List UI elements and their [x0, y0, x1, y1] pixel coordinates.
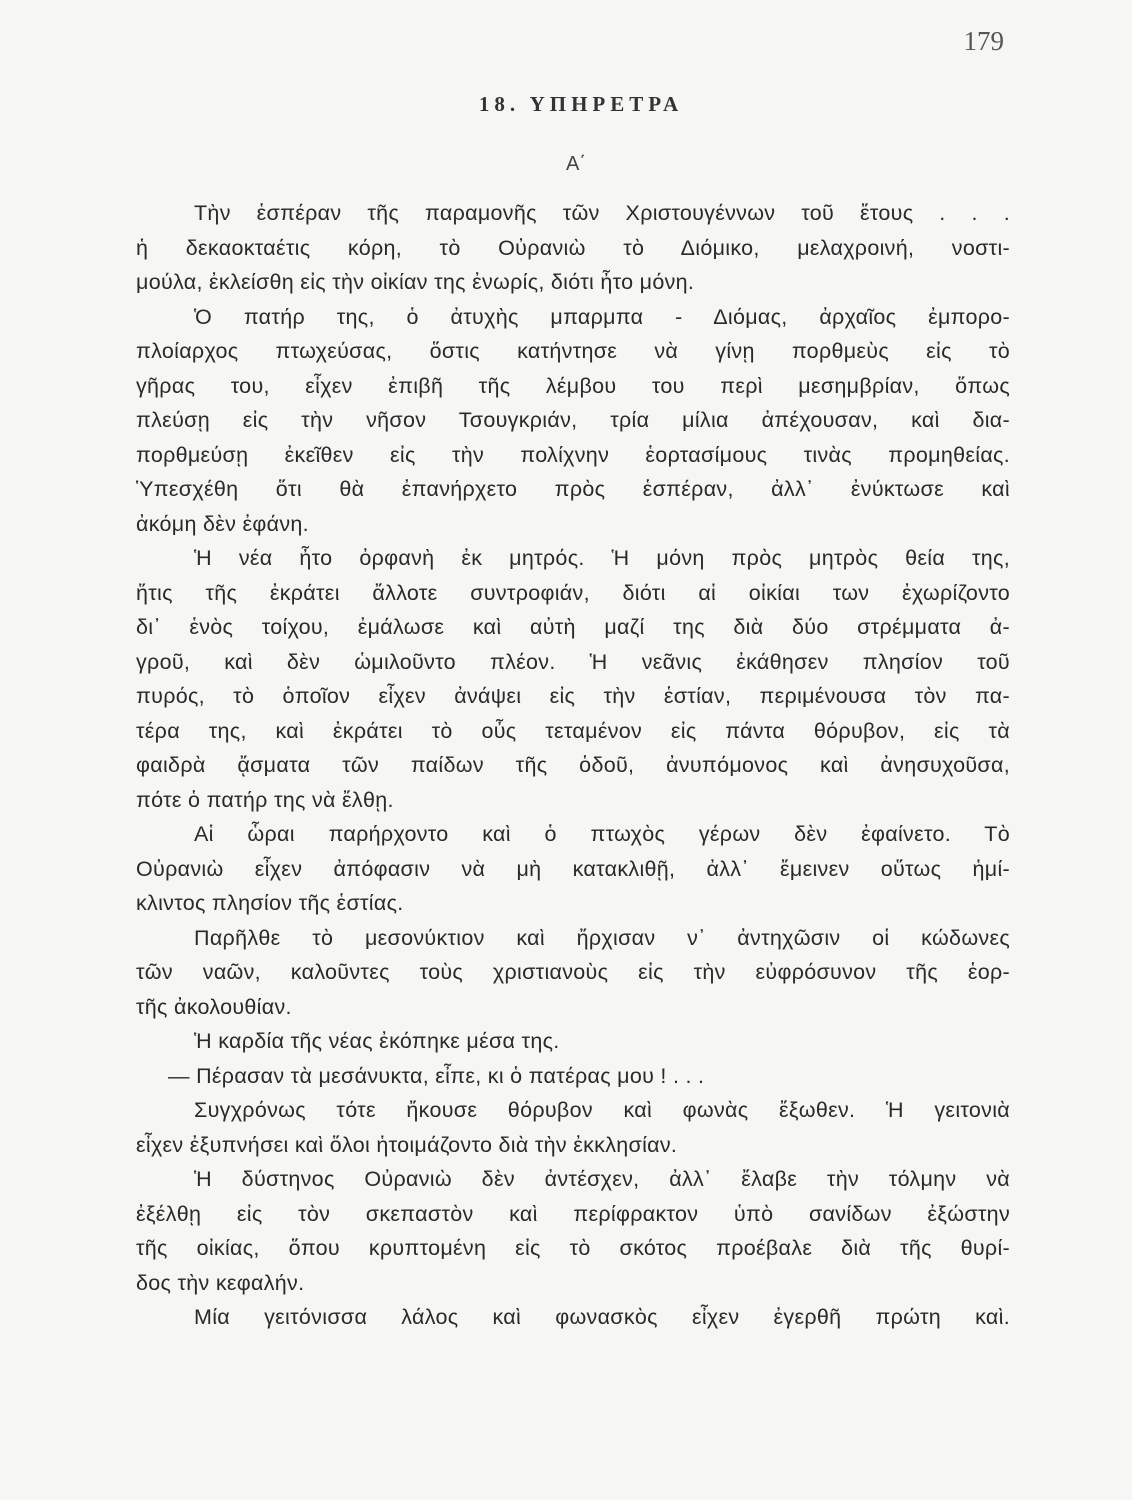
text-line: πότε ὁ πατήρ της νὰ ἔλθῃ.	[136, 787, 394, 812]
text-line: γῆρας του, εἶχεν ἐπιβῆ τῆς λέμβου του περὶ μεσημβρίαν, ὅπως	[136, 373, 1010, 398]
text-line: Ἡ δύστηνος Οὐρανιὼ δὲν ἀντέσχεν, ἀλλ᾽ ἔλαβε τὴν τόλμην νὰ	[194, 1167, 1010, 1191]
text-line: κλιντος πλησίον τῆς ἑστίας.	[136, 891, 404, 915]
text-line: Ἡ καρδία τῆς νέας ἐκόπηκε μέσα της.	[194, 1029, 560, 1053]
text-line: Ἡ νέα ἦτο ὀρφανὴ ἐκ μητρός. Ἡ μόνη πρὸς μητρὸς θεία της,	[194, 546, 1010, 570]
text-line: Αἱ ὧραι παρήρχοντο καὶ ὁ πτωχὸς γέρων δὲν ἐφαίνετο. Τὸ	[194, 822, 1010, 846]
text-line: τῆς οἰκίας, ὅπου κρυπτομένη εἰς τὸ σκότος προέβαλε διὰ τῆς θυρί-	[136, 1236, 1010, 1260]
text-line: τῆς ἀκολουθίαν.	[136, 994, 292, 1019]
text-line: πορθμεύσῃ ἐκεῖθεν εἰς τὴν πολίχνην ἑορτασίμους τινὰς προμηθείας.	[136, 442, 1010, 467]
text-line: τέρα της, καὶ ἐκράτει τὸ οὖς τεταμένον εἰς πάντα θόρυβον, εἰς τὰ	[136, 718, 1010, 743]
text-line: φαιδρὰ ᾄσματα τῶν παίδων τῆς ὁδοῦ, ἀνυπόμονος καὶ ἀνησυχοῦσα,	[136, 753, 1010, 777]
text-line: πυρός, τὸ ὁποῖον εἶχεν ἀνάψει εἰς τὴν ἑστίαν, περιμένουσα τὸν πα-	[136, 684, 1010, 708]
text-line: ἐξέλθῃ εἰς τὸν σκεπαστὸν καὶ περίφρακτον ὑπὸ σανίδων ἐξώστην	[136, 1201, 1010, 1226]
text-line: — Πέρασαν τὰ μεσάνυκτα, εἶπε, κι ὁ πατέρας μου ! . . .	[168, 1063, 705, 1088]
page-number: 179	[963, 26, 1004, 56]
text-line: μούλα, ἐκλείσθη εἰς τὴν οἰκίαν της ἐνωρίς, διότι ἦτο μόνη.	[136, 270, 695, 294]
text-line: τῶν ναῶν, καλοῦντες τοὺς χριστιανοὺς εἰς τὴν εὐφρόσυνον τῆς ἑορ-	[136, 960, 1010, 984]
body-text	[136, 196, 1010, 1335]
text-line: Τὴν ἑσπέραν τῆς παραμονῆς τῶν Χριστουγέννων τοῦ ἔτους . . .	[194, 201, 1010, 225]
text-line: ἀκόμη δὲν ἐφάνη.	[136, 511, 309, 536]
text-line: Οὐρανιὼ εἶχεν ἀπόφασιν νὰ μὴ κατακλιθῇ, ἀλλ᾽ ἔμεινεν οὕτως ἡμί-	[136, 856, 1010, 881]
text-line: δι᾽ ἑνὸς τοίχου, ἐμάλωσε καὶ αὐτὴ μαζί της διὰ δύο στρέμματα ἀ-	[136, 615, 1010, 639]
text-line: Παρῆλθε τὸ μεσονύκτιον καὶ ἤρχισαν ν᾽ ἀντηχῶσιν οἱ κώδωνες	[194, 925, 1010, 950]
chapter-title: 18. ΥΠΗΡΕΤΡΑ	[478, 92, 684, 116]
text-line: ἡ δεκαοκταέτις κόρη, τὸ Οὐρανιὼ τὸ Διόμικο, μελαχροινή, νοστι-	[136, 235, 1010, 260]
text-line: δος τὴν κεφαλήν.	[136, 1270, 305, 1295]
text-line: Ὁ πατήρ της, ὁ ἀτυχὴς μπαρμπα - Διόμας, ἀρχαῖος ἐμπορο-	[194, 304, 1010, 329]
text-line: Συγχρόνως τότε ἤκουσε θόρυβον καὶ φωνὰς ἔξωθεν. Ἡ γειτονιὰ	[194, 1098, 1010, 1122]
section-marker: Α΄	[566, 153, 586, 175]
text-line: πλεύσῃ εἰς τὴν νῆσον Τσουγκριάν, τρία μίλια ἀπέχουσαν, καὶ δια-	[136, 408, 1010, 432]
text-line: εἶχεν ἐξυπνήσει καὶ ὅλοι ἡτοιμάζοντο διὰ τὴν ἐκκλησίαν.	[136, 1132, 678, 1157]
text-line: Ὑπεσχέθη ὅτι θὰ ἐπανήρχετο πρὸς ἑσπέραν, ἀλλ᾽ ἐνύκτωσε καὶ	[136, 477, 1010, 501]
text-line: ἥτις τῆς ἐκράτει ἄλλοτε συντροφιάν, διότι αἱ οἰκίαι των ἐχωρίζοντο	[136, 580, 1010, 605]
text-line: πλοίαρχος πτωχεύσας, ὅστις κατήντησε νὰ γίνῃ πορθμεὺς εἰς τὸ	[136, 339, 1010, 363]
text-line: γροῦ, καὶ δὲν ὡμιλοῦντο πλέον. Ἡ νεᾶνις ἐκάθησεν πλησίον τοῦ	[136, 649, 1010, 674]
text-line: Μία γειτόνισσα λάλος καὶ φωνασκὸς εἶχεν ἐγερθῆ πρώτη καὶ.	[194, 1305, 1010, 1329]
